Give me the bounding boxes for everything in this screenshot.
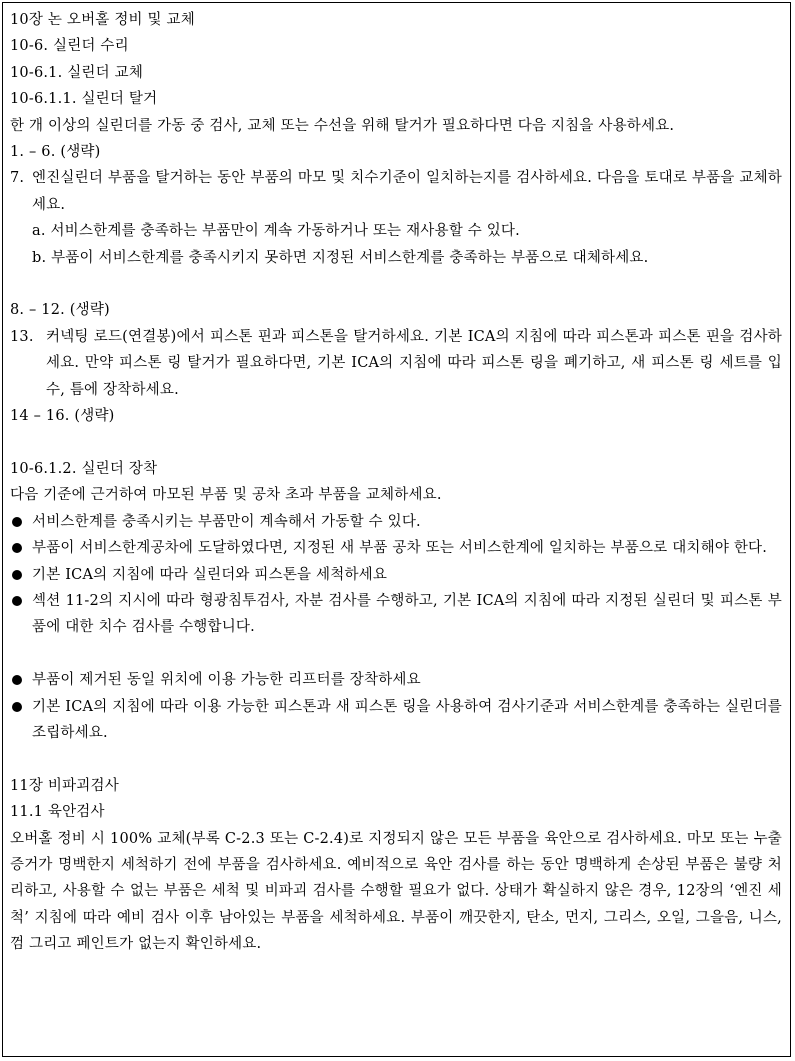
section-10-6-1-heading: 10-6.1. 실린더 교체	[10, 64, 144, 81]
bullet-text: 섹션 11-2의 지시에 따라 형광침투검사, 자분 검사를 수행하고, 기본 ICA의 지침에 따라 지정된 실린더 및 피스톤 부품에 대한 치수 검사를 수행합니다.	[32, 592, 782, 636]
step-7-number: 7.	[10, 170, 25, 187]
step-7-item-b: b. 부품이 서비스한계를 충족시키지 못하면 지정된 서비스한계를 충족하는 부품으로 대체하세요.	[32, 249, 649, 266]
step-13-text: 커넥팅 로드(연결봉)에서 피스톤 핀과 피스톤을 탈거하세요. 기본 ICA의 지침에 따라 피스톤과 피스톤 핀을 검사하세요. 만약 피스톤 링 탈거가 필요하다면, 기본 ICA의 지침에 따라 피스톤 링을 폐기하고, 새 피스톤 링 세트를 입수, 틈에 장착하세요.	[46, 328, 782, 398]
step-13	[10, 324, 782, 403]
visual-inspection-paragraph: 오버홀 정비 시 100% 교체(부록 C-2.3 또는 C-2.4)로 지정되지 않은 모든 부품을 육안으로 검사하세요. 마모 또는 누출 증거가 명백한지 세척하기 전에 부품을 검사하세요. 예비적으로 육안 검사를 하는 동안 명백하게 손상된 부품은 불량 처리하고, 사용할 수 없는 부품은 세척 및 비파괴 검사를 수행할 필요가 없다. 상태가 확실하지 않은 경우, 12장의 ‘엔진 세척’ 지침에 따라 예비 검사 이후 남아있는 부품을 세척하세요. 부품이 깨끗한지, 탄소, 먼지, 그리스, 오일, 그을음, 니스, 껌 그리고 페인트가 없는지 확인하세요.	[10, 830, 782, 953]
bullet-item	[10, 562, 782, 588]
bullet-text: 부품이 제거된 동일 위치에 이용 가능한 리프터를 장착하세요	[32, 672, 421, 689]
step-7-item-a: a. 서비스한계를 충족하는 부품만이 계속 가동하거나 또는 재사용할 수 있다.	[32, 223, 520, 240]
bullet-item	[10, 509, 782, 535]
bullet-icon	[10, 588, 32, 641]
bullet-icon	[10, 509, 32, 535]
section-11-1-heading: 11.1 육안검사	[10, 804, 105, 821]
bullet-icon	[10, 535, 32, 561]
spacer	[10, 746, 782, 772]
section-10-6-heading: 10-6. 실린더 수리	[10, 38, 129, 55]
spacer	[10, 271, 782, 297]
bullet-text: 기본 ICA의 지침에 따라 실린더와 피스톤을 세척하세요	[32, 566, 388, 583]
chapter-10-title: 10장 논 오버홀 정비 및 교체	[10, 12, 195, 28]
spacer	[10, 641, 782, 667]
spacer	[10, 429, 782, 455]
step-7-text: 엔진실린더 부품을 탈거하는 동안 부품의 마모 및 치수기준이 일치하는지를 검사하세요. 다음을 토대로 부품을 교체하세요.	[32, 170, 782, 213]
document-page	[2, 2, 791, 1057]
section-10-6-1-2-heading: 10-6.1.2. 실린더 장착	[10, 460, 158, 477]
omitted-steps-14-16: 14 – 16. (생략)	[10, 408, 115, 425]
step-7	[10, 165, 782, 218]
bullet-item	[10, 694, 782, 747]
bullet-icon	[10, 562, 32, 588]
bullet-icon	[10, 694, 32, 747]
bullet-item	[10, 667, 782, 693]
omitted-steps-1-6: 1. – 6. (생략)	[10, 144, 101, 161]
step-13-number: 13.	[10, 328, 34, 345]
bullet-text: 부품이 서비스한계공차에 도달하였다면, 지정된 새 부품 공차 또는 서비스한계에 일치하는 부품으로 대치해야 한다.	[32, 540, 768, 557]
section-10-6-1-1-heading: 10-6.1.1. 실린더 탈거	[10, 91, 158, 108]
bullet-item	[10, 588, 782, 641]
omitted-steps-8-12: 8. – 12. (생략)	[10, 302, 110, 319]
removal-intro-paragraph: 한 개 이상의 실린더를 가동 중 검사, 교체 또는 수선을 위해 탈거가 필요하다면 다음 지침을 사용하세요.	[10, 117, 675, 134]
chapter-11-title: 11장 비파괴검사	[10, 777, 119, 794]
install-intro-paragraph: 다음 기준에 근거하여 마모된 부품 및 공차 초과 부품을 교체하세요.	[10, 487, 442, 504]
bullet-item	[10, 535, 782, 561]
bullet-text: 서비스한계를 충족시키는 부품만이 계속해서 가동할 수 있다.	[32, 513, 421, 530]
bullet-icon	[10, 667, 32, 693]
bullet-text: 기본 ICA의 지침에 따라 이용 가능한 피스톤과 새 피스톤 링을 사용하여 검사기준과 서비스한계를 충족하는 실린더를 조립하세요.	[32, 698, 782, 741]
